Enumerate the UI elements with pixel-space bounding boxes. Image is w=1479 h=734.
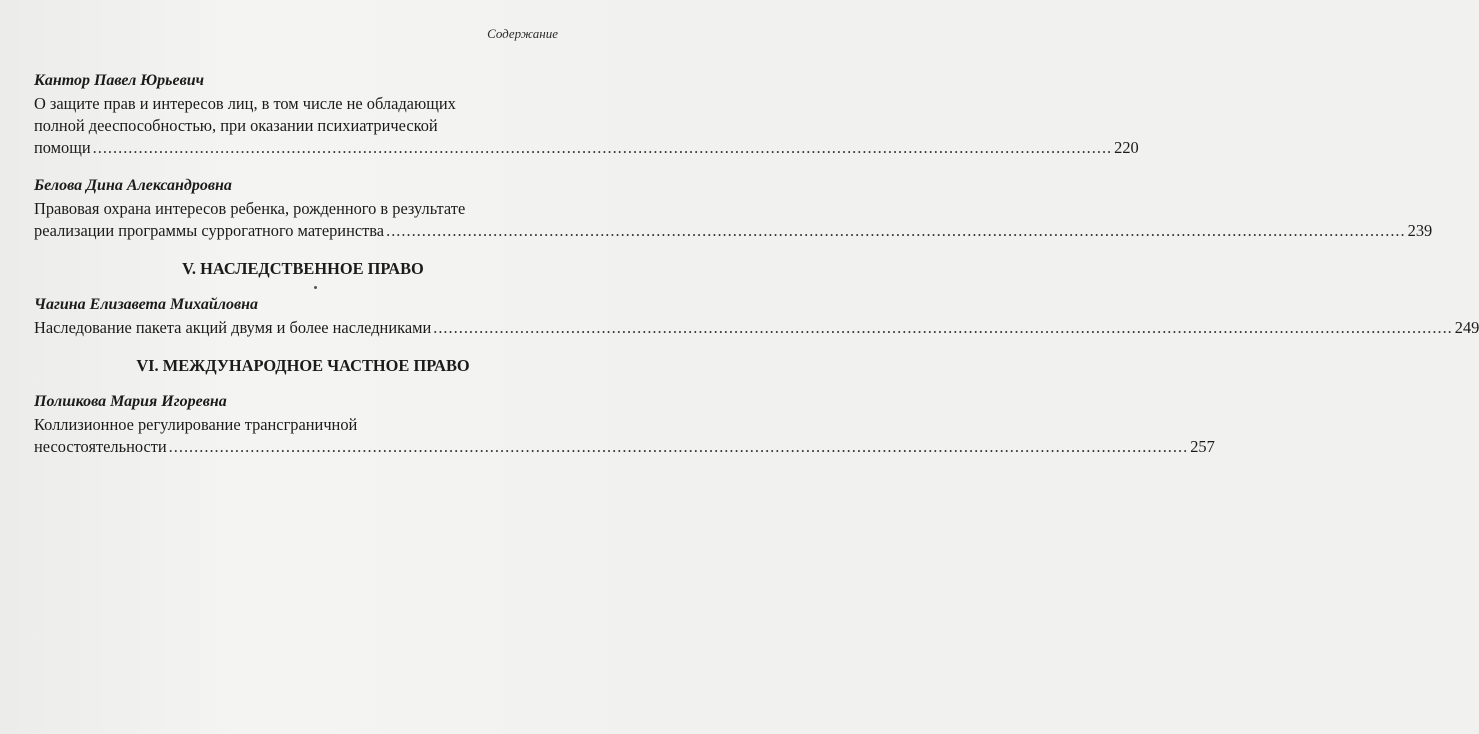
- entry-title-text: помощи: [34, 138, 91, 157]
- entry-author: Кантор Павел Юрьевич: [34, 72, 205, 89]
- leader-dots: ........................................................................................................................................................................................................: [168, 437, 1189, 456]
- entry-author: Чагина Елизавета Михайловна: [34, 296, 259, 313]
- page-number: 249: [1454, 318, 1479, 337]
- section-heading-vi: VI. МЕЖДУНАРОДНОЕ ЧАСТНОЕ ПРАВО: [136, 356, 470, 375]
- entry-title-last-line: [34, 137, 1139, 159]
- table-of-contents: [34, 70, 1479, 474]
- leader-dots: ........................................................................................................................................................................................................: [386, 221, 1406, 240]
- running-header: Содержание: [487, 26, 558, 41]
- entry-title-line: Коллизионное регулирование трансграничной: [34, 415, 358, 434]
- page-number: 257: [1190, 437, 1215, 456]
- entry-title-line: Правовая охрана интересов ребенка, рожденного в результате: [34, 199, 466, 218]
- entry-title-last-line: [34, 436, 1215, 458]
- entry-title-line: О защите прав и интересов лиц, в том числе не обладающих: [34, 94, 456, 113]
- page-number: 239: [1407, 221, 1433, 240]
- entry-title-text: реализации программы суррогатного материнства: [34, 221, 385, 240]
- toc-entry: [34, 391, 1215, 458]
- toc-entry: [34, 70, 1139, 159]
- entry-title-text: Наследование пакета акций двумя и более наследниками: [34, 318, 432, 337]
- toc-entry: [34, 294, 1479, 339]
- stray-dot-mark: [314, 286, 317, 289]
- toc-entry: [34, 175, 1433, 242]
- entry-title-last-line: [34, 220, 1433, 242]
- entry-author: Полшкова Мария Игоревна: [34, 393, 227, 410]
- page-number: 220: [1114, 138, 1139, 157]
- entry-title-last-line: [34, 317, 1479, 339]
- section-heading-v: V. НАСЛЕДСТВЕННОЕ ПРАВО: [182, 259, 424, 278]
- entry-title-text: несостоятельности: [34, 437, 167, 456]
- entry-title-line: полной дееспособностью, при оказании психиатрической: [34, 116, 438, 135]
- leader-dots: ........................................................................................................................................................................................................: [433, 318, 1453, 337]
- leader-dots: ........................................................................................................................................................................................................: [92, 138, 1113, 157]
- entry-author: Белова Дина Александровна: [34, 177, 232, 194]
